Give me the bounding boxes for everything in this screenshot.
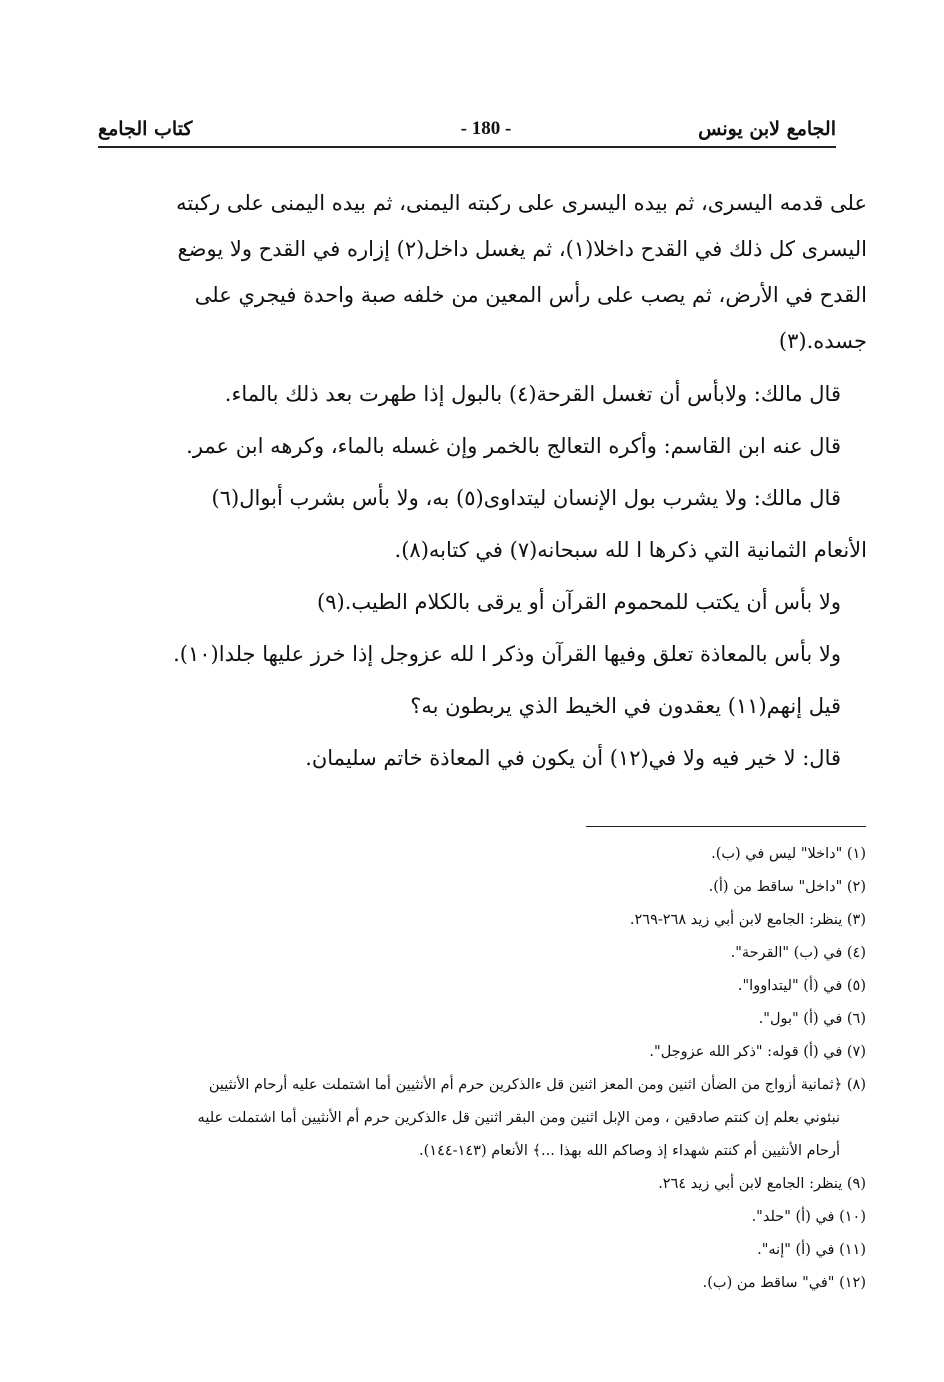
page-number: - 180 - xyxy=(460,118,512,139)
footnote: (١١) في (أ) "إنه". xyxy=(757,1242,866,1258)
footnote: (١) "داخلا" ليس في (ب). xyxy=(711,846,866,862)
header-rule xyxy=(98,146,836,148)
paragraph-line: قال مالك: ولا يشرب بول الإنسان ليتداوى(٥) به، ولا بأس بشرب أبوال(٦) xyxy=(211,486,841,510)
footnote-separator xyxy=(586,826,866,827)
opening-paragraph xyxy=(95,180,867,368)
book-title: الجامع لابن يونس xyxy=(698,118,836,140)
text-line: على قدمه اليسرى، ثم بيده اليسرى على ركبته اليمنى، ثم بيده اليمنى على ركبته xyxy=(176,191,867,215)
footnote-continuation: أرحام الأنثيين أم كنتم شهداء إذ وصاكم الله بهذا ...﴾ الأنعام (١٤٣-١٤٤). xyxy=(419,1143,840,1159)
running-header xyxy=(98,116,836,146)
text-line: اليسرى كل ذلك في القدح داخلا(١)، ثم يغسل داخل(٢) إزاره في القدح ولا يوضع xyxy=(177,237,867,261)
footnote: (٥) في (أ) "ليتداووا". xyxy=(737,978,866,994)
chapter-title: كتاب الجامع xyxy=(98,118,193,140)
footnote-continuation: نبئوني بعلم إن كنتم صادقين ، ومن الإبل اثنين ومن البقر اثنين قل ءالذكرين حرم أم الأنثيين أما اشتملت عليه xyxy=(197,1110,840,1126)
footnote: (٤) في (ب) "القرحة". xyxy=(730,945,866,961)
paragraph-line: قال عنه ابن القاسم: وأكره التعالج بالخمر وإن غسله بالماء، وكرهه ابن عمر. xyxy=(186,434,841,458)
footnote: (١٠) في (أ) "حلد". xyxy=(751,1209,866,1225)
main-text xyxy=(95,180,867,784)
footnote: (٦) في (أ) "بول". xyxy=(758,1011,866,1027)
paragraphs xyxy=(95,368,867,784)
footnote: (١٢) "في" ساقط من (ب). xyxy=(702,1275,866,1291)
paragraph-line: قال: لا خير فيه ولا في(١٢) أن يكون في المعاذة خاتم سليمان. xyxy=(305,746,841,770)
footnote: (٣) ينظر: الجامع لابن أبي زيد ٢٦٨-٢٦٩. xyxy=(629,912,866,928)
paragraph-line: ولا بأس بالمعاذة تعلق وفيها القرآن وذكر ا لله عزوجل إذا خرز عليها جلدا(١٠). xyxy=(173,642,841,666)
paragraph-line: الأنعام الثمانية التي ذكرها ا لله سبحانه(٧) في كتابه(٨). xyxy=(394,538,867,562)
footnotes xyxy=(96,838,866,1300)
footnote: (٧) في (أ) قوله: "ذكر الله عزوجل". xyxy=(649,1044,866,1060)
footnote: (٨) ﴿ثمانية أزواج من الضأن اثنين ومن المعز اثنين قل ءالذكرين حرم أم الأنثيين أما اشتملت عليه أرحام الأنثيين xyxy=(208,1077,866,1093)
footnote: (٩) ينظر: الجامع لابن أبي زيد ٢٦٤. xyxy=(658,1176,866,1192)
paragraph-line: ولا بأس أن يكتب للمحموم القرآن أو يرقى بالكلام الطيب.(٩) xyxy=(317,590,841,614)
paragraph-line: قيل إنهم(١١) يعقدون في الخيط الذي يربطون به؟ xyxy=(410,694,841,718)
footnote: (٢) "داخل" ساقط من (أ). xyxy=(708,879,866,895)
paragraph-line: قال مالك: ولابأس أن تغسل القرحة(٤) بالبول إذا طهرت بعد ذلك بالماء. xyxy=(224,382,841,406)
text-line: القدح في الأرض، ثم يصب على رأس المعين من خلفه صبة واحدة فيجري على xyxy=(194,283,867,307)
text-line: جسده.(٣) xyxy=(778,329,867,353)
